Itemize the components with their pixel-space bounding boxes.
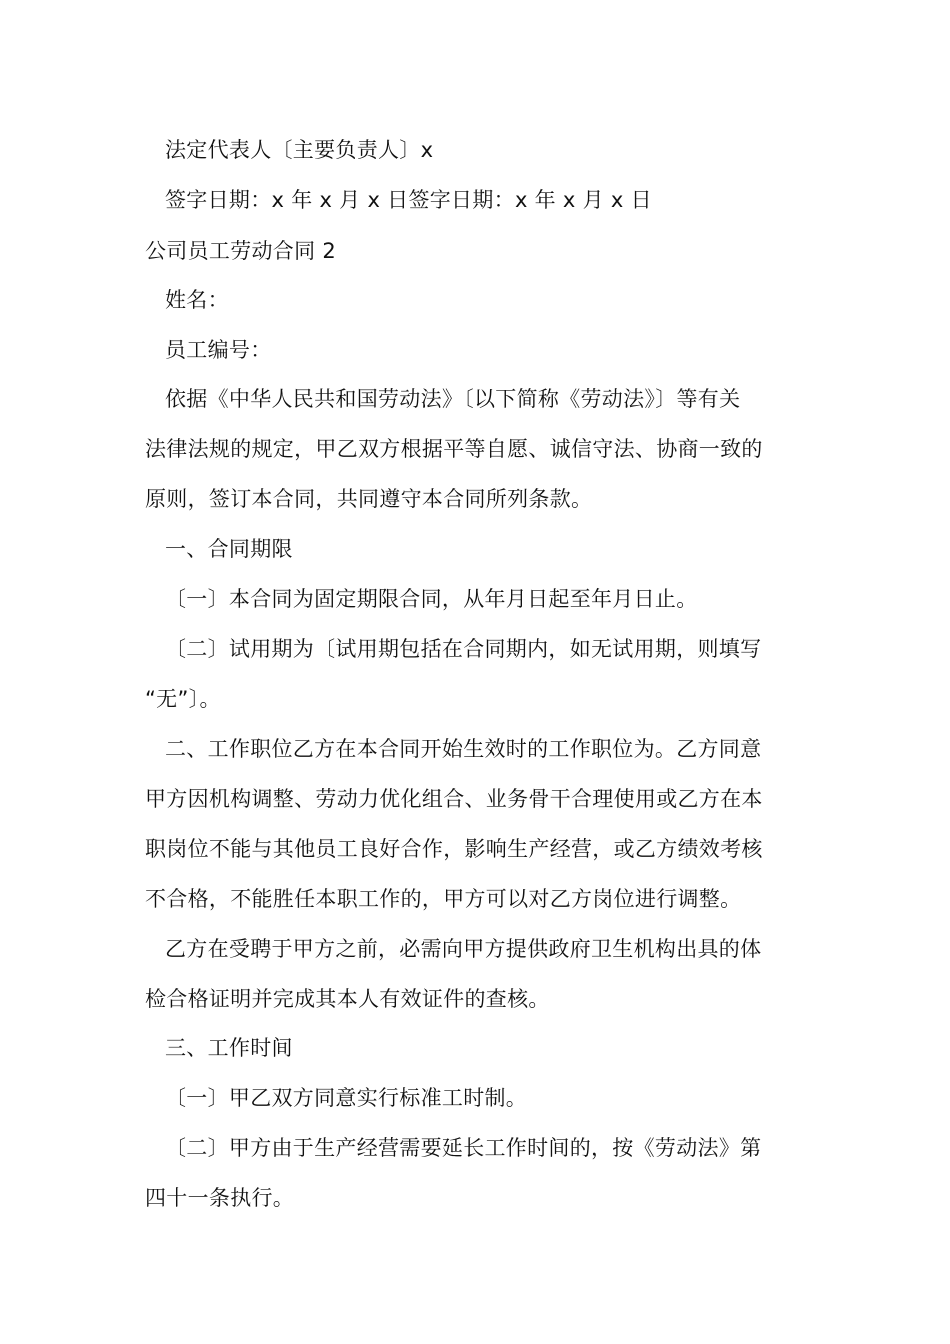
- paragraph-line: 依据《中华人民共和国劳动法》〔以下简称《劳动法》〕等有关: [165, 387, 741, 411]
- paragraph-line: 乙方在受聘于甲方之前，必需向甲方提供政府卫生机构出具的体: [165, 937, 762, 961]
- paragraph-line: 〔一〕甲乙双方同意实行标准工时制。: [165, 1086, 528, 1110]
- paragraph-line: 检合格证明并完成其本人有效证件的查核。: [145, 987, 550, 1011]
- legal-representative-line: 法定代表人〔主要负责人〕x: [165, 138, 434, 162]
- heading-working-hours: 三、工作时间: [165, 1036, 293, 1060]
- paragraph-line: 〔二〕甲方由于生产经营需要延长工作时间的，按《劳动法》第: [165, 1136, 762, 1160]
- signature-date-line: 签字日期：x 年 x 月 x 日签字日期：x 年 x 月 x 日: [165, 188, 652, 212]
- paragraph-line: 〔一〕本合同为固定期限合同，从年月日起至年月日止。: [165, 587, 698, 611]
- paragraph-line: 职岗位不能与其他员工良好合作，影响生产经营，或乙方绩效考核: [145, 837, 763, 861]
- paragraph-line: 甲方因机构调整、劳动力优化组合、业务骨干合理使用或乙方在本: [145, 787, 763, 811]
- paragraph-line: “无”〕。: [145, 687, 221, 711]
- heading-contract-term: 一、合同期限: [165, 537, 293, 561]
- paragraph-line: 原则，签订本合同，共同遵守本合同所列条款。: [145, 487, 593, 511]
- paragraph-line: 四十一条执行。: [145, 1186, 295, 1210]
- paragraph-line: 法律法规的规定，甲乙双方根据平等自愿、诚信守法、协商一致的: [145, 437, 763, 461]
- employee-number-label: 员工编号：: [165, 338, 272, 362]
- paragraph-line: 不合格，不能胜任本职工作的，甲方可以对乙方岗位进行调整。: [145, 887, 742, 911]
- section-title: 公司员工劳动合同 2: [145, 239, 337, 263]
- paragraph-line: 〔二〕试用期为〔试用期包括在合同期内，如无试用期，则填写: [165, 637, 762, 661]
- heading-job-position: 二、工作职位乙方在本合同开始生效时的工作职位为。乙方同意: [165, 737, 762, 761]
- name-field-label: 姓名：: [165, 288, 229, 312]
